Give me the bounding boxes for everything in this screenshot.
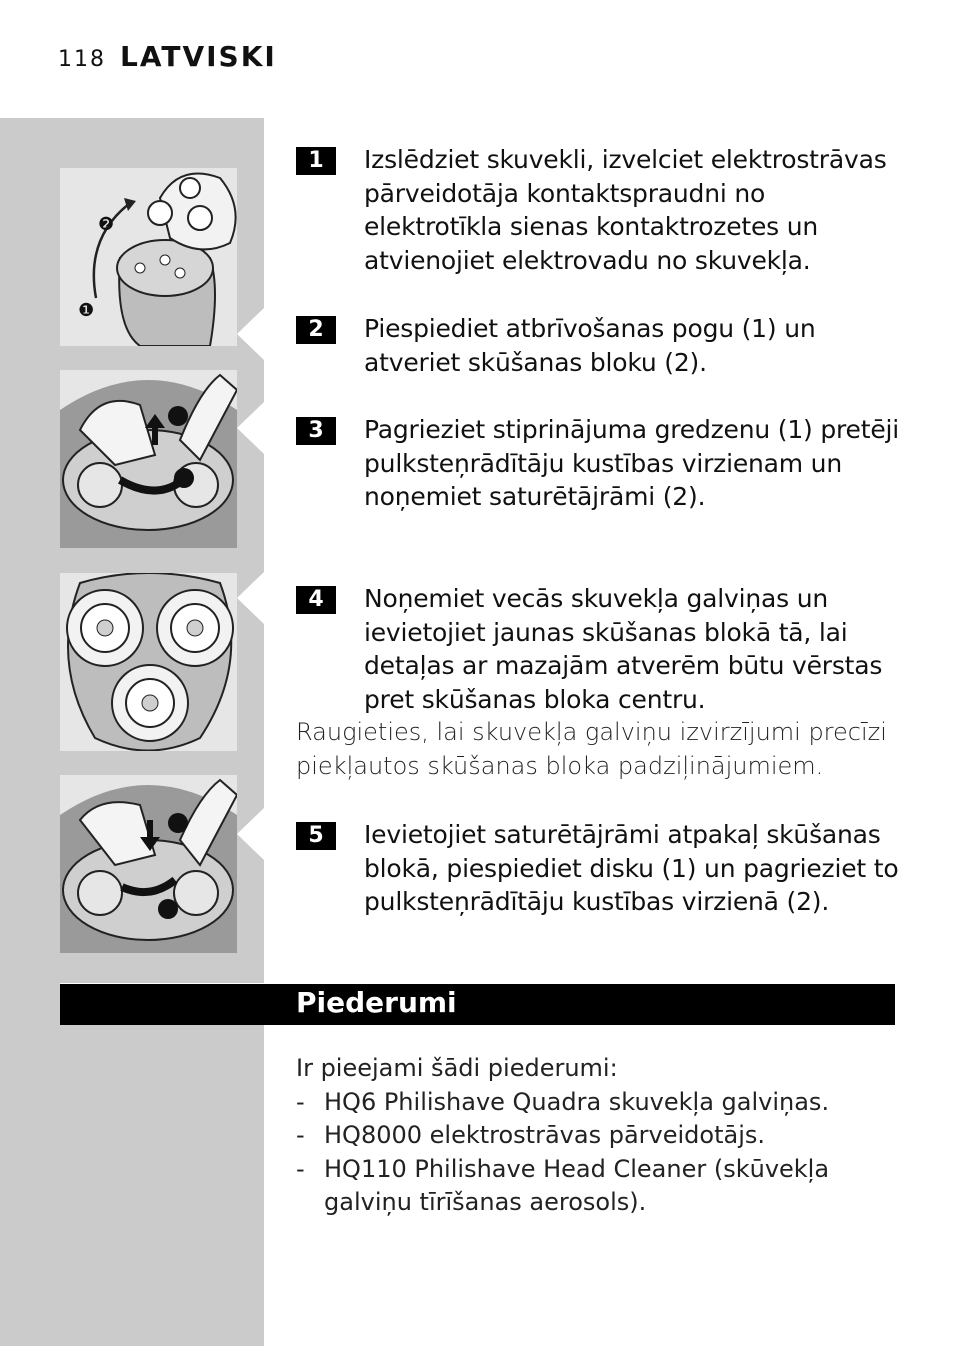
step-2 bbox=[296, 312, 906, 379]
list-item bbox=[296, 1086, 916, 1120]
accessories-section bbox=[296, 1052, 916, 1220]
figure-step-3 bbox=[60, 370, 237, 548]
list-dash: - bbox=[296, 1087, 305, 1116]
list-item-text: HQ110 Philishave Head Cleaner (skūvekļa galviņu tīrīšanas aerosols). bbox=[324, 1154, 830, 1216]
figure-step-1 bbox=[60, 168, 237, 346]
list-item bbox=[296, 1119, 916, 1153]
reinsert-frame-illustration bbox=[60, 775, 237, 953]
list-item bbox=[296, 1153, 916, 1220]
section-title: Piederumi bbox=[296, 986, 457, 1019]
list-dash: - bbox=[296, 1121, 305, 1149]
list-item-text: HQ8000 elektrostrāvas pārveidotājs. bbox=[324, 1121, 765, 1149]
list-item-text: HQ6 Philishave Quadra skuvekļa galviņas. bbox=[324, 1087, 830, 1116]
language-title: LATVISKI bbox=[120, 40, 277, 73]
figure-pointer bbox=[237, 402, 264, 454]
page-number: 118 bbox=[58, 47, 106, 72]
figure-pointer bbox=[237, 808, 264, 860]
step-4 bbox=[296, 582, 906, 716]
step-number-badge: 5 bbox=[296, 822, 336, 850]
list-dash: - bbox=[296, 1154, 305, 1183]
step-text: Izslēdziet skuvekli, izvelciet elektrostrāvas pārveidotāja kontaktspraudni no elektrotīkla sienas kontaktrozetes un atvienojiet elektrovadu no skuvekļa. bbox=[364, 145, 887, 275]
step-number-badge: 4 bbox=[296, 586, 336, 614]
step-5 bbox=[296, 818, 906, 919]
figure-label-1: ❶ bbox=[78, 300, 95, 321]
step-number-badge: 1 bbox=[296, 147, 336, 175]
step-4-note: Raugieties, lai skuvekļa galviņu izvirzījumi precīzi piekļautos skūšanas bloka padziļinājumiem. bbox=[296, 718, 887, 780]
step-text: Pagrieziet stiprinājuma gredzenu (1) pretēji pulksteņrādītāju kustības virzienam un noņemiet saturētājrāmi (2). bbox=[364, 415, 899, 511]
step-text: Noņemiet vecās skuvekļa galviņas un ievietojiet jaunas skūšanas blokā tā, lai detaļas ar mazajām atverēm būtu vērstas pret skūšanas bloka centru. bbox=[364, 584, 883, 714]
step-number-badge: 3 bbox=[296, 417, 336, 445]
figure-step-5 bbox=[60, 775, 237, 953]
shaving-heads-illustration bbox=[60, 573, 237, 751]
accessories-intro: Ir pieejami šādi piederumi: bbox=[296, 1054, 618, 1082]
step-number-badge: 2 bbox=[296, 316, 336, 344]
step-text: Piespiediet atbrīvošanas pogu (1) un atveriet skūšanas bloku (2). bbox=[364, 314, 816, 377]
step-3 bbox=[296, 413, 906, 514]
page-header bbox=[58, 40, 277, 76]
retaining-frame-illustration bbox=[60, 370, 237, 548]
figure-step-4 bbox=[60, 573, 237, 751]
shaver-open-illustration bbox=[60, 168, 237, 346]
accessories-list bbox=[296, 1086, 916, 1220]
figure-pointer bbox=[237, 572, 264, 624]
section-header-bar bbox=[60, 983, 895, 1025]
figure-label-2: ❷ bbox=[98, 214, 115, 235]
figure-pointer bbox=[237, 308, 264, 360]
step-text: Ievietojiet saturētājrāmi atpakaļ skūšanas blokā, piespiediet disku (1) un pagrieziet to pulksteņrādītāju kustības virzienā (2). bbox=[364, 820, 899, 916]
step-1 bbox=[296, 143, 906, 277]
